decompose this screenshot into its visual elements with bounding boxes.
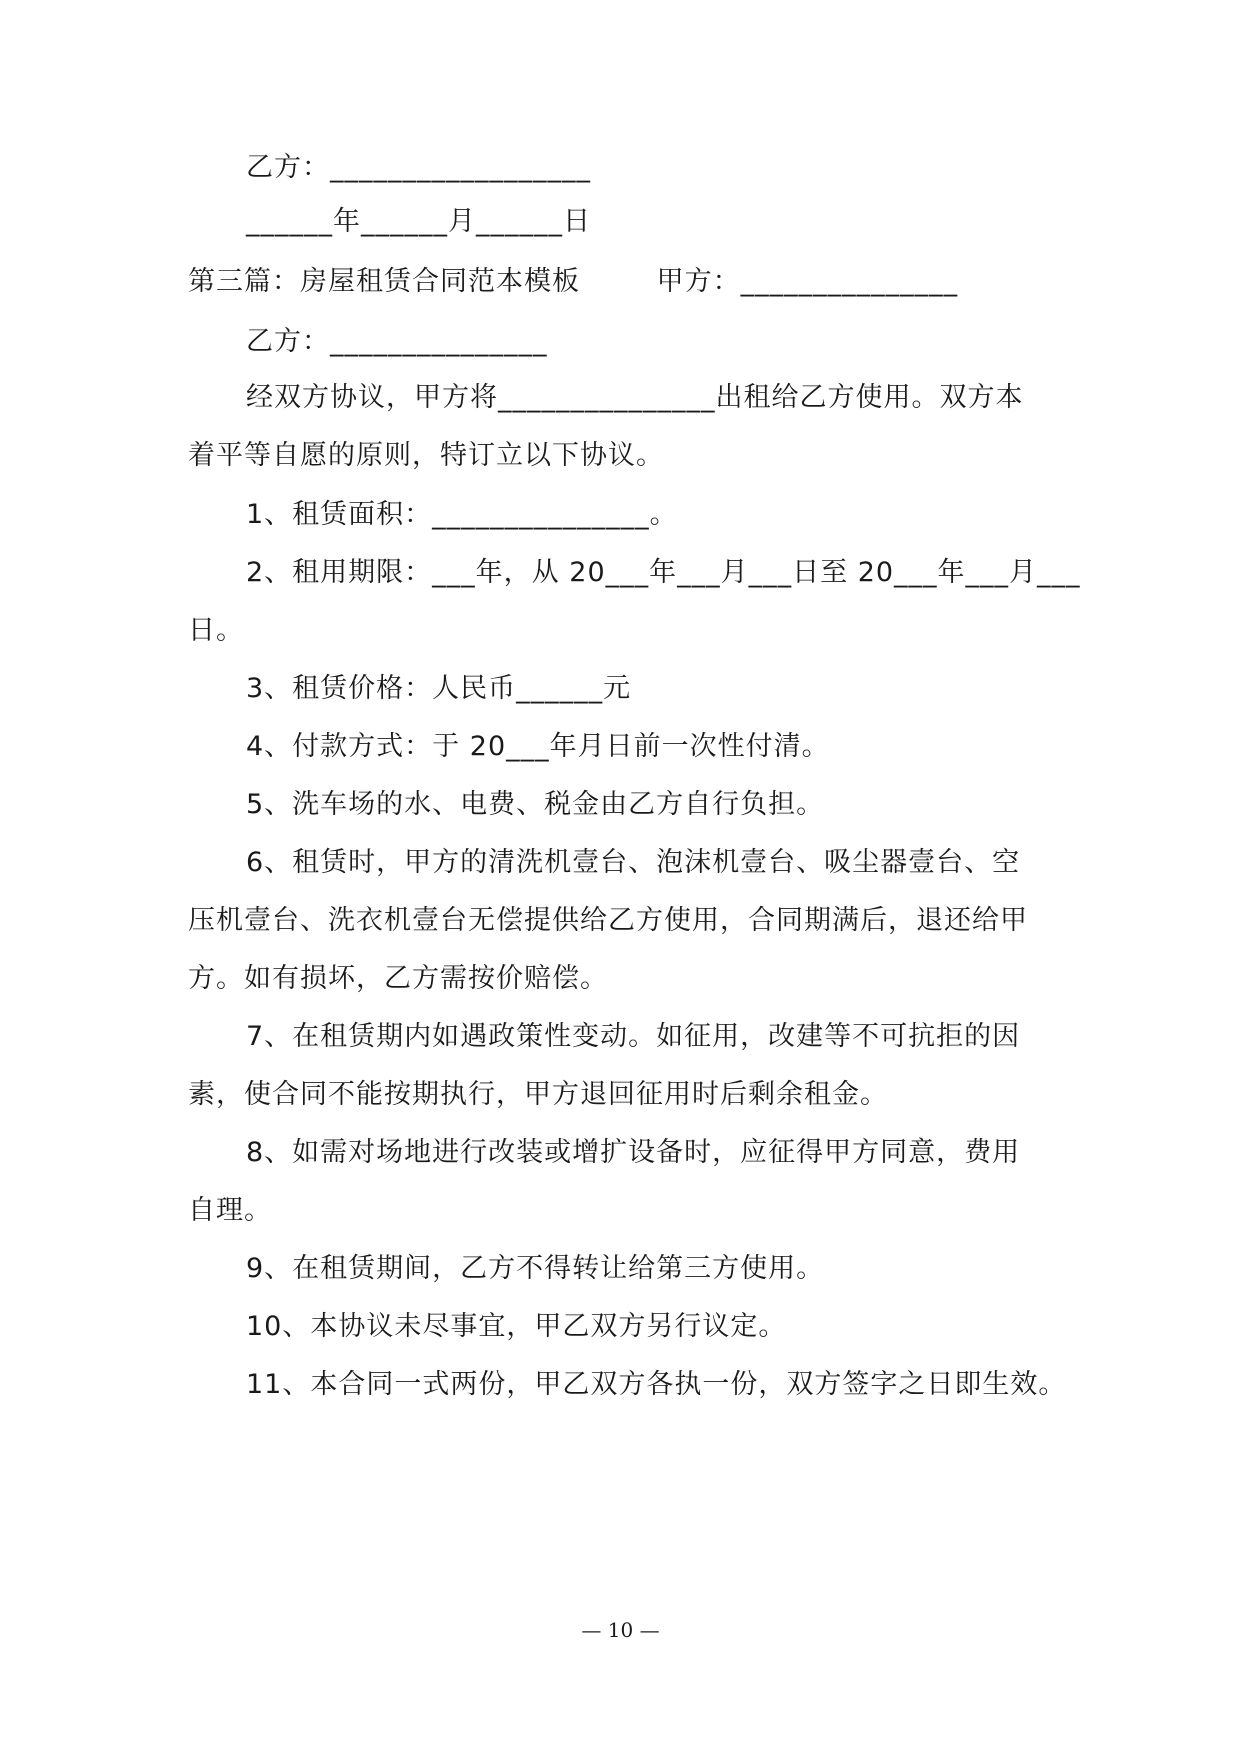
clause-3: 3、租赁价格：人民币______元 bbox=[246, 673, 632, 704]
clause-1: 1、租赁面积：_______________。 bbox=[246, 499, 678, 530]
section-title-line: 第三篇：房屋租赁合同范本模板 甲方：_______________ bbox=[188, 266, 959, 297]
clause-8: 8、如需对场地进行改装或增扩设备时，应征得甲方同意，费用 bbox=[246, 1137, 1021, 1168]
party-b-signature-line: 乙方：__________________ bbox=[246, 152, 591, 183]
party-b-line: 乙方：_______________ bbox=[246, 326, 548, 357]
paragraph-line: 着平等自愿的原则，特订立以下协议。 bbox=[188, 440, 664, 471]
clause-4: 4、付款方式：于 20___年月日前一次性付清。 bbox=[246, 731, 830, 762]
clause-9: 9、在租赁期间，乙方不得转让给第三方使用。 bbox=[246, 1253, 825, 1284]
clause-8-cont: 自理。 bbox=[188, 1195, 272, 1226]
clause-5: 5、洗车场的水、电费、税金由乙方自行负担。 bbox=[246, 789, 825, 820]
clause-6-cont: 压机壹台、洗衣机壹台无偿提供给乙方使用，合同期满后，退还给甲 bbox=[188, 905, 1028, 936]
clause-7-cont: 素，使合同不能按期执行，甲方退回征用时后剩余租金。 bbox=[188, 1079, 888, 1110]
clause-10: 10、本协议未尽事宜，甲乙双方另行议定。 bbox=[246, 1311, 787, 1342]
clause-2-cont: 日。 bbox=[188, 615, 244, 646]
clause-6-cont: 方。如有损坏，乙方需按价赔偿。 bbox=[188, 963, 608, 994]
clause-11: 11、本合同一式两份，甲乙双方各执一份，双方签字之日即生效。 bbox=[246, 1369, 1067, 1400]
page-number: — 10 — bbox=[581, 1618, 660, 1642]
paragraph-line: 经双方协议，甲方将_______________出租给乙方使用。双方本 bbox=[246, 382, 1024, 413]
clause-6: 6、租赁时，甲方的清洗机壹台、泡沫机壹台、吸尘器壹台、空 bbox=[246, 847, 1021, 878]
clause-2: 2、租用期限：___年，从 20___年___月___日至 20___年___月___ bbox=[246, 557, 1081, 588]
date-line: ______年______月______日 bbox=[246, 206, 591, 237]
clause-7: 7、在租赁期内如遇政策性变动。如征用，改建等不可抗拒的因 bbox=[246, 1021, 1021, 1052]
